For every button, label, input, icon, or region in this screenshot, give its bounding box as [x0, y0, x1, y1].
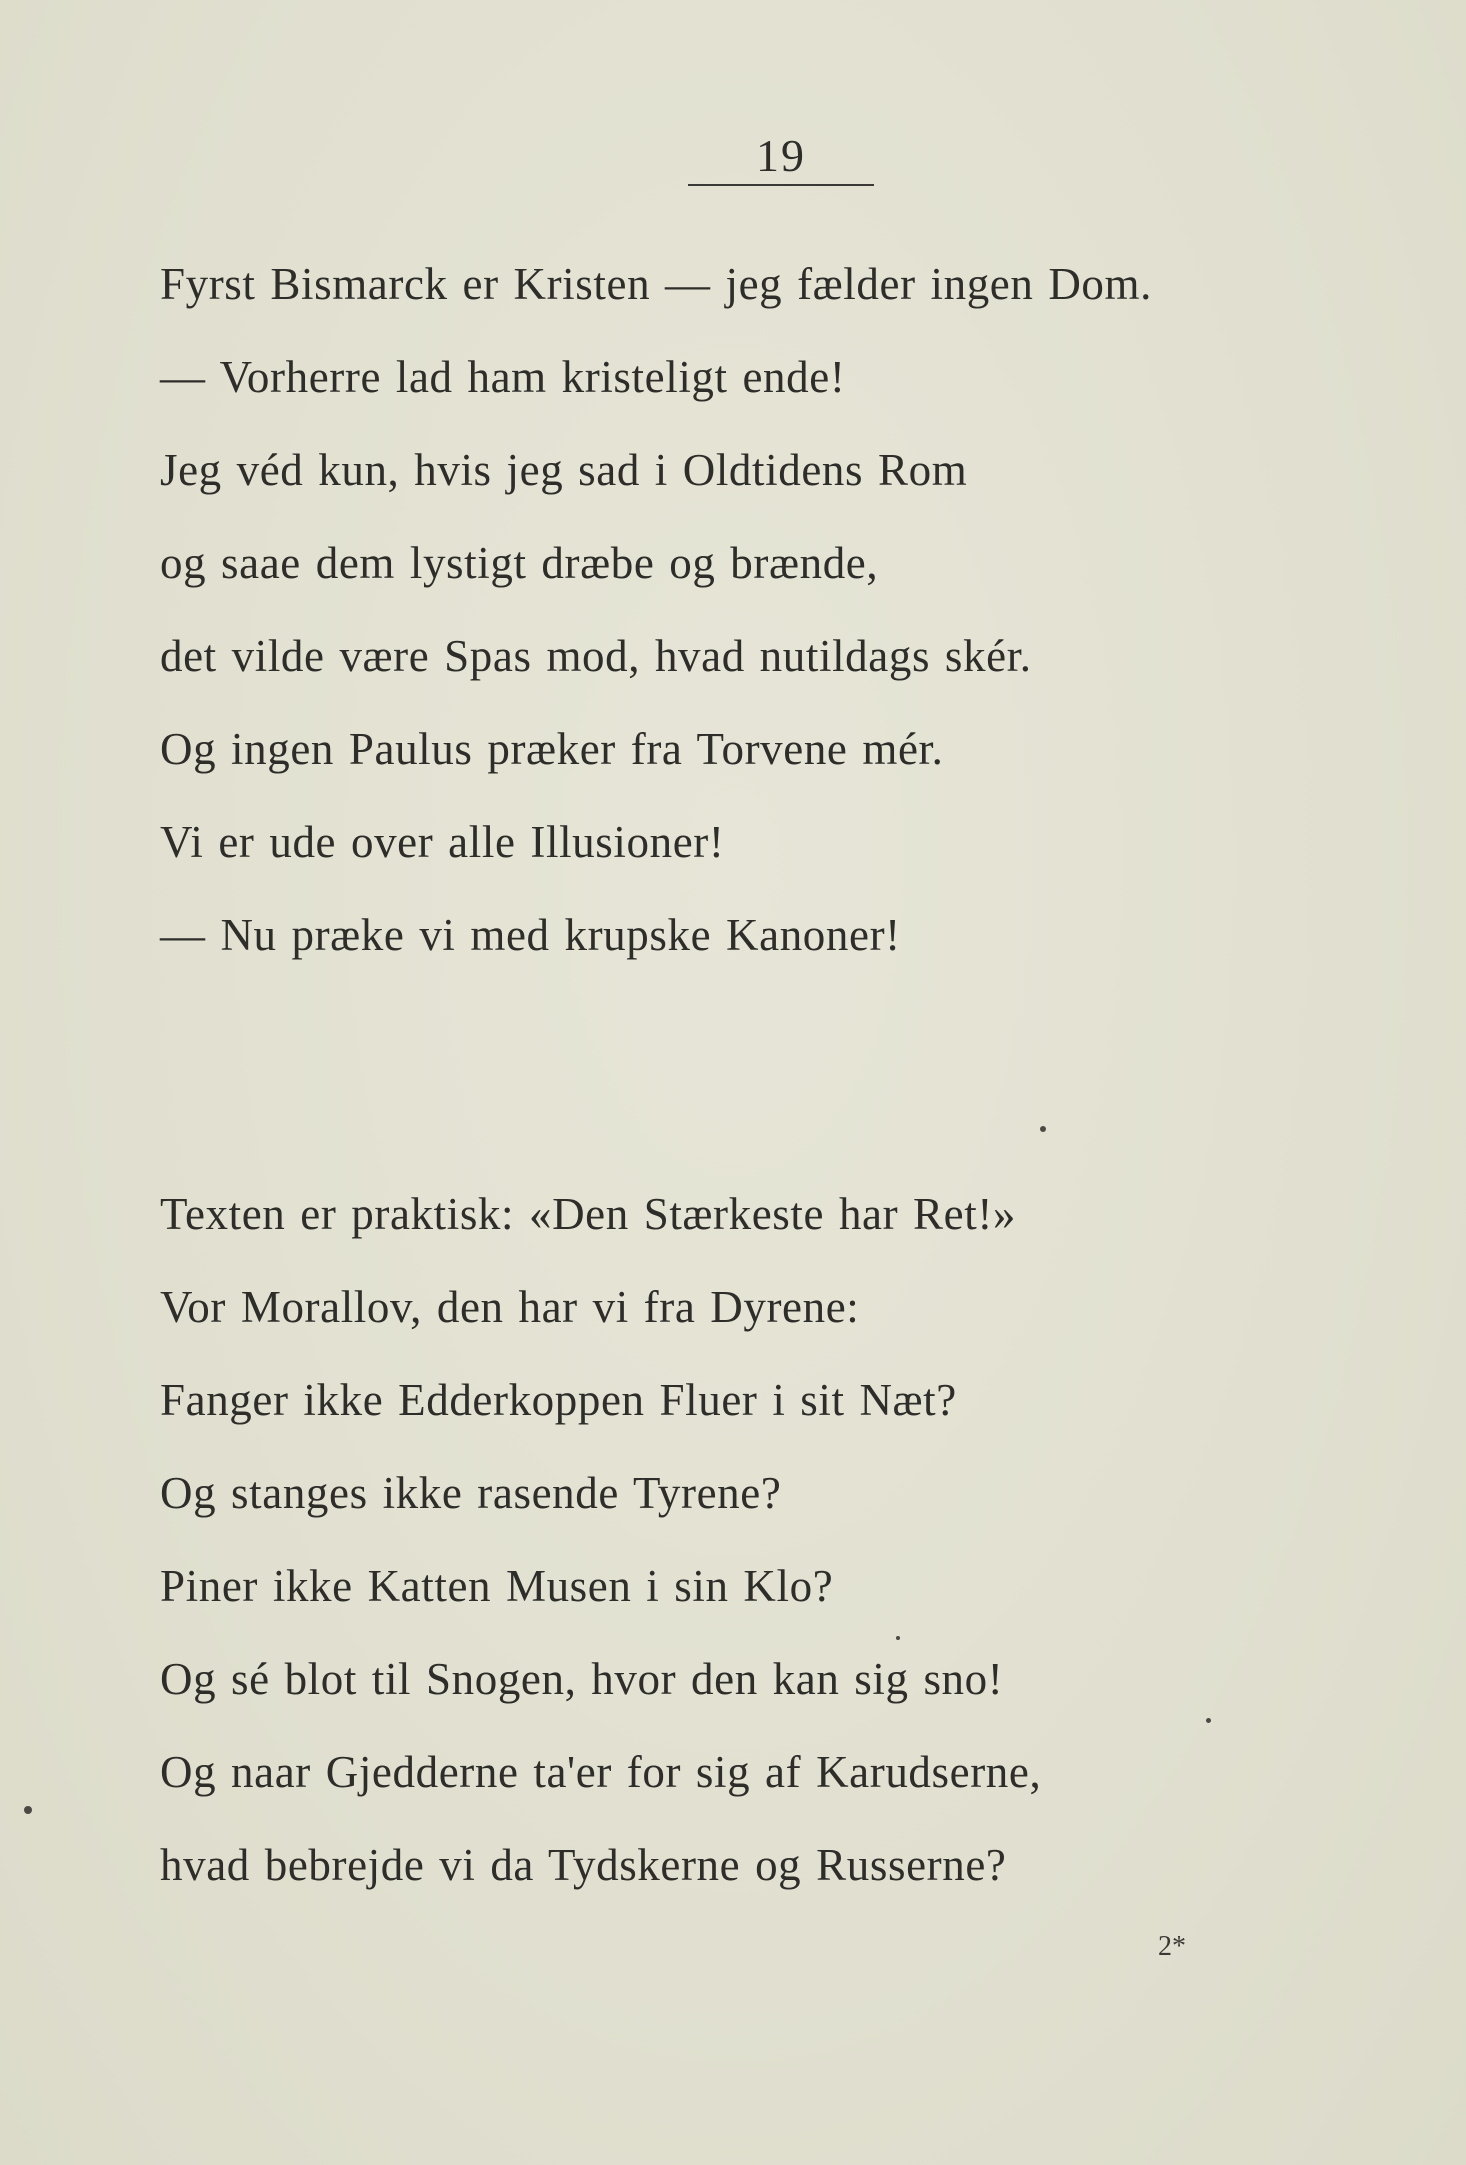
verse-line: hvad bebrejde vi da Tydskerne og Russerne?: [160, 1840, 1007, 1890]
verse-line: Vi er ude over alle Illusioner!: [160, 817, 725, 867]
verse-line: — Nu præke vi med krupske Kanoner!: [160, 910, 901, 960]
verse-line: Piner ikke Katten Musen i sin Klo?: [160, 1561, 834, 1611]
paper-speck: [1040, 1126, 1046, 1132]
verse-line: det vilde være Spas mod, hvad nutildags skér.: [160, 631, 1032, 681]
page-number: 19: [756, 130, 806, 181]
verse-line: Og naar Gjedderne ta'er for sig af Karudserne,: [160, 1747, 1042, 1797]
verse-line: Og sé blot til Snogen, hvor den kan sig sno!: [160, 1654, 1004, 1704]
verse-line: — Vorherre lad ham kristeligt ende!: [160, 352, 846, 402]
page-number-rule: [688, 184, 874, 186]
paper-speck: [896, 1636, 900, 1640]
stanza-2: [160, 1182, 1390, 1926]
verse-line: Og stanges ikke rasende Tyrene?: [160, 1468, 782, 1518]
paper-speck: [1206, 1718, 1211, 1723]
stanza-1: [160, 252, 1390, 996]
verse-line: Vor Morallov, den har vi fra Dyrene:: [160, 1282, 860, 1332]
verse-line: Texten er praktisk: «Den Stærkeste har Ret!»: [160, 1189, 1017, 1239]
verse-line: Fanger ikke Edderkoppen Fluer i sit Næt?: [160, 1375, 957, 1425]
paper-speck: [24, 1806, 32, 1814]
verse-line: og saae dem lystigt dræbe og brænde,: [160, 538, 879, 588]
signature-mark: 2*: [1158, 1931, 1186, 1962]
verse-line: Jeg véd kun, hvis jeg sad i Oldtidens Rom: [160, 445, 968, 495]
verse-line: Fyrst Bismarck er Kristen — jeg fælder ingen Dom.: [160, 259, 1152, 309]
verse-line: Og ingen Paulus præker fra Torvene mér.: [160, 724, 944, 774]
